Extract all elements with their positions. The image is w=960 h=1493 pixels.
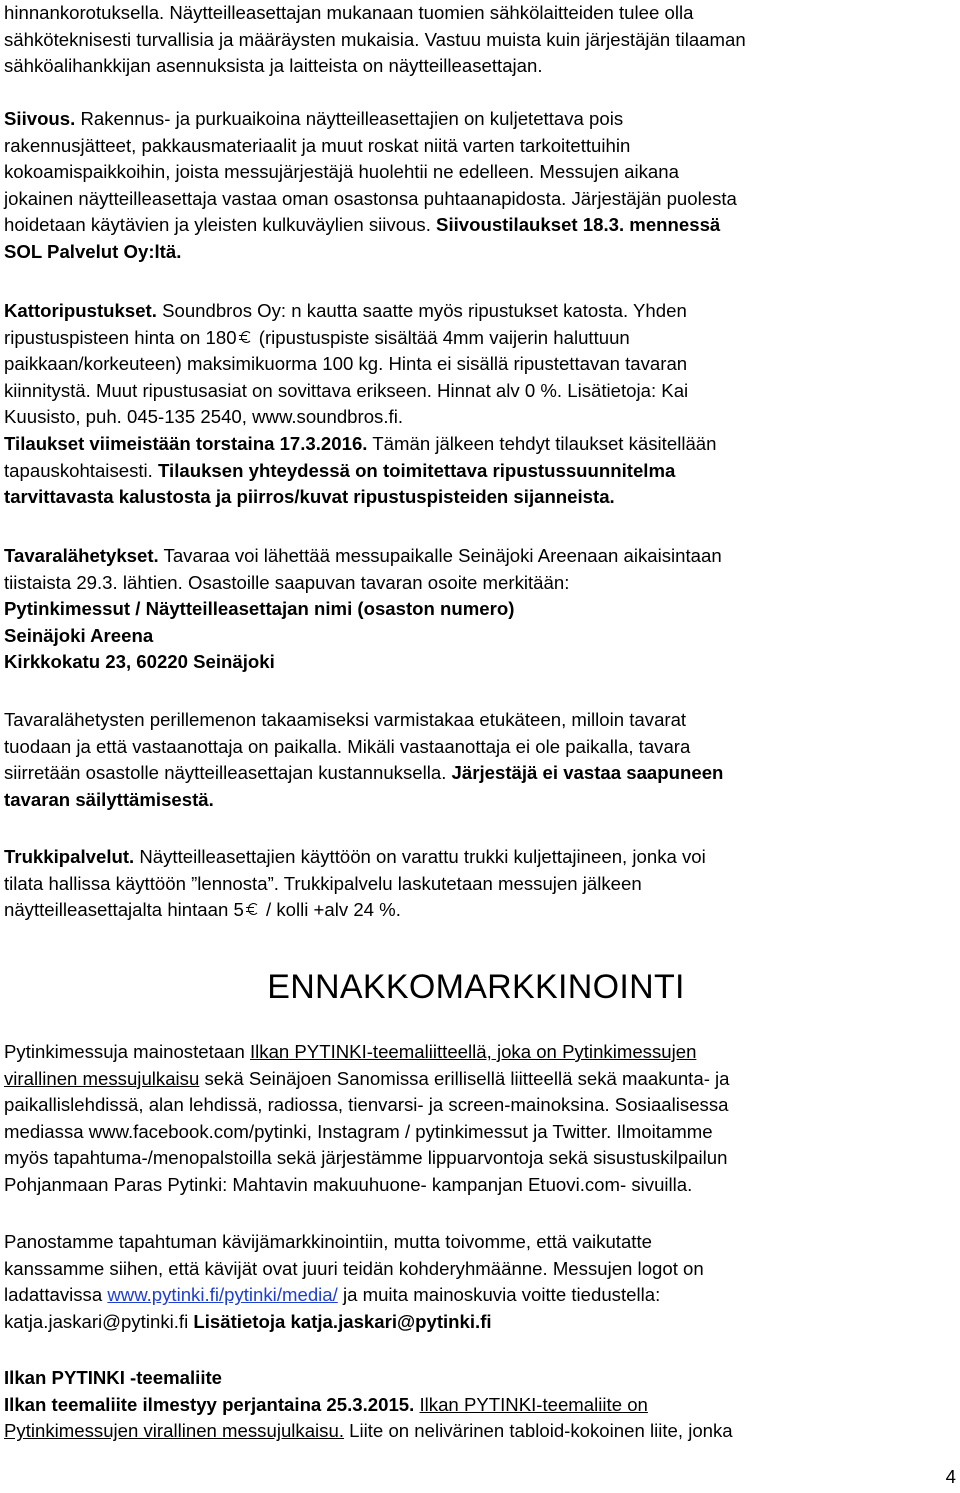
media-link[interactable]: www.pytinki.fi/pytinki/media/ — [107, 1284, 338, 1306]
address-line: Pytinkimessut / Näytteilleasettajan nimi (osaston numero) — [4, 598, 515, 620]
paragraph-panostamme — [4, 1229, 704, 1335]
text-span: / kolli +alv 24 %. — [260, 899, 401, 921]
euro-sign-icon — [246, 903, 259, 917]
text-span: Näytteilleasettajien käyttöön on varattu trukki kuljettajineen, jonka voi — [134, 846, 706, 867]
text-line: rakennusjätteet, pakkausmateriaalit ja muut roskat niitä varten tarkoitettuihin — [4, 134, 631, 156]
text-line: tilata hallissa käyttöön ”lennosta”. Trukkipalvelu laskutetaan messujen jälkeen — [4, 872, 642, 894]
text-line: tiistaista 29.3. lähtien. Osastoille saapuvan tavaran osoite merkitään: — [4, 571, 570, 593]
text-line: Pohjanmaan Paras Pytinki: Mahtavin makuuhuone- kampanjan Etuovi.com- sivuilla. — [4, 1173, 693, 1195]
text-line: mediassa www.facebook.com/pytinki, Instagram / pytinkimessut ja Twitter. Ilmoitamme — [4, 1120, 713, 1142]
section-heading: ENNAKKOMARKKINOINTI — [267, 968, 685, 1006]
text-span: (ripustuspiste sisältää 4mm vaijerin haluttuun — [253, 326, 630, 348]
text-line: Tavaralähetysten perillemenon takaamiseksi varmistakaa etukäteen, milloin tavarat — [4, 709, 687, 730]
paragraph-ennakkomarkkinointi — [4, 1039, 730, 1199]
text-line: kiinnitystä. Muut ripustusasiat on sovittava erikseen. Hinnat alv 0 %. Lisätietoja: Kai — [4, 379, 689, 401]
section-title: Tavaralähetykset. — [4, 545, 159, 566]
text-line: paikallislehdissä, alan lehdissä, radiossa, tienvarsi- ja screen-mainoksina. Sosiaalisessa — [4, 1094, 729, 1116]
text-span: ja muita mainoskuvia voitte tiedustella: — [337, 1284, 661, 1306]
section-title: Ilkan PYTINKI -teemaliite — [4, 1367, 223, 1388]
text-span: Liite on nelivärinen tabloid-kokoinen liite, jonka — [344, 1420, 733, 1442]
text-line: paikkaan/korkeuteen) maksimikuorma 100 kg. Hinta ei sisällä ripustettavan tavaran — [4, 353, 688, 375]
text-line: tuodaan ja että vastaanottaja on paikalla. Mikäli vastaanottaja ei ole paikalla, tavara — [4, 735, 691, 757]
paragraph-tavaralahetykset-2 — [4, 707, 723, 813]
text-span: ladattavissa — [4, 1284, 108, 1306]
text-span: tapauskohtaisesti. — [4, 459, 159, 481]
text-line: kanssamme siihen, että kävijät ovat juuri teidän kohderyhmäänne. Messujen logot on — [4, 1257, 704, 1279]
text-span: Rakennus- ja purkuaikoina näytteilleasettajien on kuljetettava pois — [75, 108, 624, 129]
paragraph-tavaralahetykset — [4, 543, 722, 676]
section-title: Siivous. — [4, 108, 76, 129]
address-line: Seinäjoki Areena — [4, 624, 154, 646]
text-line: Kuusisto, puh. 045-135 2540, www.soundbros.fi. — [4, 406, 403, 428]
paragraph-trukkipalvelut — [4, 844, 706, 924]
text-line: sähköalihankkijan asennuksista ja laitteista on näytteilleasettajan. — [4, 55, 543, 77]
section-title: Kattoripustukset. — [4, 300, 157, 321]
bold-text: Ilkan teemaliite ilmestyy perjantaina 25.3.2015. — [4, 1393, 415, 1415]
text-line: Panostamme tapahtuman kävijämarkkinointiin, mutta toivomme, että vaikutatte — [4, 1231, 652, 1252]
bold-text: Lisätietoja katja.jaskari@pytinki.fi — [193, 1310, 492, 1332]
text-line: jokainen näytteilleasettaja vastaa oman osastonsa puhtaanapidosta. Järjestäjän puolesta — [4, 187, 737, 209]
bold-text: Siivoustilaukset 18.3. mennessä — [436, 214, 721, 236]
text-span: Tämän jälkeen tehdyt tilaukset käsitellään — [367, 432, 717, 454]
text-span: Pytinkimessuja mainostetaan — [4, 1041, 250, 1062]
bold-text: tavaran säilyttämisestä. — [4, 788, 214, 810]
bold-text: tarvittavasta kalustosta ja piirros/kuvat ripustuspisteiden sijanneista. — [4, 486, 615, 508]
text-span: näytteilleasettajalta hintaan 5 — [4, 899, 244, 921]
euro-sign-icon — [239, 331, 252, 345]
section-title: Trukkipalvelut. — [4, 846, 135, 867]
bold-text: Tilaukset viimeistään torstaina 17.3.2016. — [4, 432, 368, 454]
text-line: kokoamispaikkoihin, joista messujärjestäjä huolehtii ne edelleen. Messujen aikana — [4, 161, 679, 183]
underlined-text: virallinen messujulkaisu — [4, 1067, 200, 1089]
text-span: Tavaraa voi lähettää messupaikalle Seinäjoki Areenaan aikaisintaan — [158, 545, 722, 566]
underlined-text: Ilkan PYTINKI-teemaliitteellä, joka on Pytinkimessujen — [249, 1041, 697, 1062]
text-span: siirretään osastolle näytteilleasettajan kustannuksella. — [4, 762, 452, 784]
text-line: myös tapahtuma-/menopalstoilla sekä järjestämme lippuarvontoja sekä sisustuskilpailun — [4, 1147, 728, 1169]
underlined-text: Ilkan PYTINKI-teemaliite on — [419, 1393, 648, 1415]
text-span: sekä Seinäjoen Sanomissa erillisellä liitteellä sekä maakunta- ja — [199, 1067, 730, 1089]
address-line: Kirkkokatu 23, 60220 Seinäjoki — [4, 651, 275, 673]
underlined-text: Pytinkimessujen virallinen messujulkaisu. — [4, 1420, 344, 1442]
paragraph-electricity — [4, 0, 746, 80]
bold-text: Tilauksen yhteydessä on toimitettava ripustussuunnitelma — [158, 459, 676, 481]
text-span: katja.jaskari@pytinki.fi — [4, 1310, 194, 1332]
text-span: hoidetaan käytävien ja yleisten kulkuväylien siivous. — [4, 214, 437, 236]
paragraph-kattoripustukset — [4, 298, 716, 511]
bold-text: Järjestäjä ei vastaa saapuneen — [451, 762, 724, 784]
page-number: 4 — [945, 1466, 956, 1487]
text-span: ripustuspisteen hinta on 180 — [4, 326, 237, 348]
paragraph-siivous — [4, 106, 737, 266]
paragraph-ilkan-teemaliite — [4, 1365, 733, 1445]
text-line: hinnankorotuksella. Näytteilleasettajan mukanaan tuomien sähkölaitteiden tulee olla — [4, 2, 694, 23]
bold-text: SOL Palvelut Oy:ltä. — [4, 240, 182, 262]
text-span: Soundbros Oy: n kautta saatte myös ripustukset katosta. Yhden — [156, 300, 687, 321]
text-line: sähköteknisesti turvallisia ja määräysten mukaisia. Vastuu muista kuin järjestäjän tilaaman — [4, 28, 746, 50]
